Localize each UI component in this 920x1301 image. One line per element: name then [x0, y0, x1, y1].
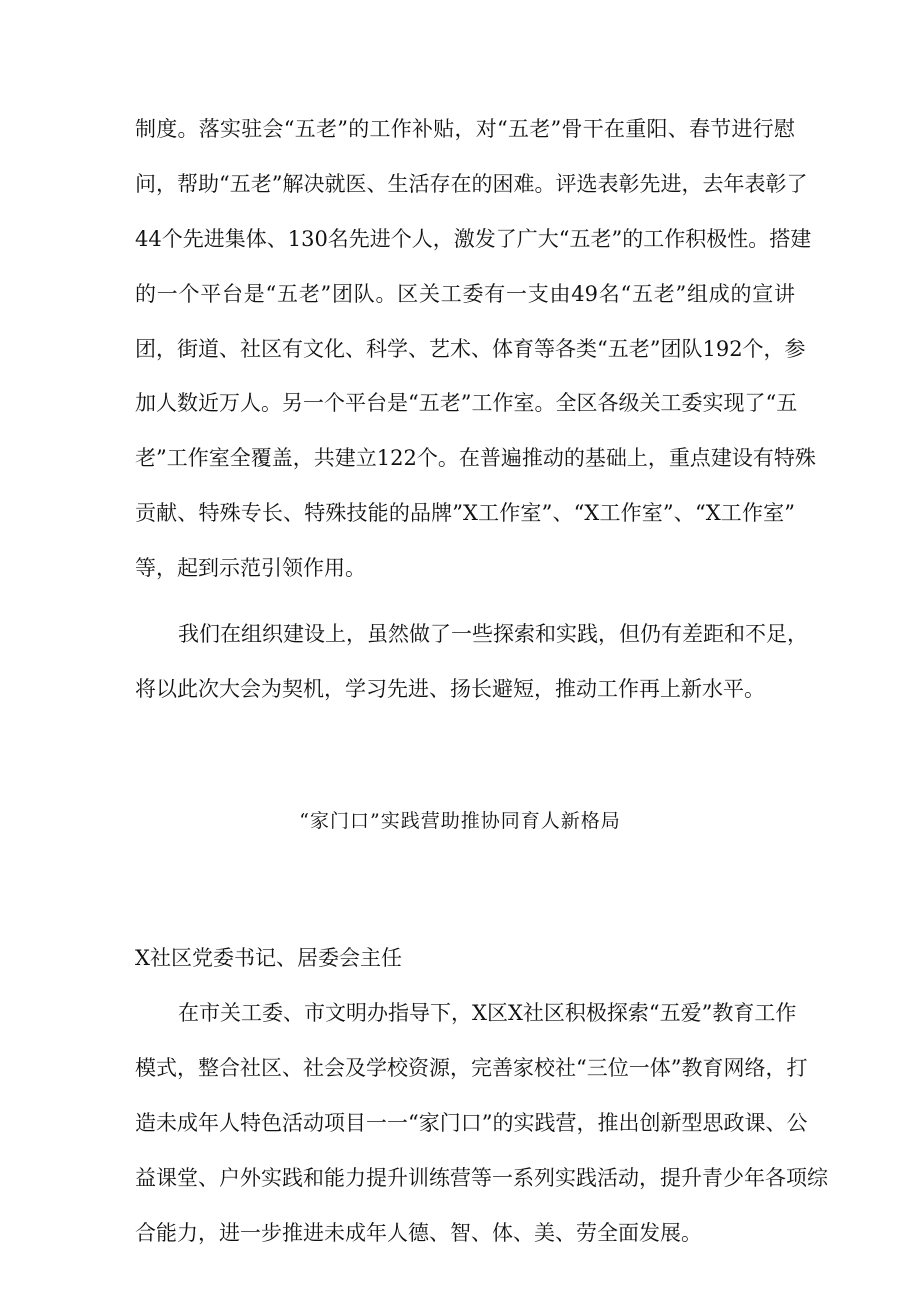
paragraph-line: 制度。落实驻会“五老”的工作补贴，对“五老”骨干在重阳、春节进行慰: [135, 117, 795, 141]
paragraph-line: 造未成年人特色活动项目一一“家门口”的实践营，推出创新型思政课、公: [135, 1111, 808, 1135]
author-line: X社区党委书记、居委会主任: [135, 946, 402, 970]
paragraph-line: 加人数近万人。另一个平台是“五老”工作室。全区各级关工委实现了“五: [135, 391, 798, 415]
paragraph-line: 在市关工委、市文明办指导下，X区X社区积极探索“五爱”教育工作: [178, 1001, 797, 1025]
paragraph-line: 等，起到示范引领作用。: [135, 556, 366, 580]
paragraph-line: 问，帮助“五老”解决就医、生活存在的困难。评选表彰先进，去年表彰了: [135, 172, 808, 196]
paragraph-line: 老”工作室全覆盖，共建立122个。在普遍推动的基础上，重点建设有特殊: [135, 446, 816, 470]
paragraph-line: 团，街道、社区有文化、科学、艺术、体育等各类“五老”团队192个，参: [135, 337, 806, 361]
paragraph-line: 合能力，进一步推进未成年人德、智、体、美、劳全面发展。: [135, 1221, 702, 1245]
section-title: “家门口”实践营助推协同育人新格局: [299, 810, 621, 832]
paragraph-line: 将以此次大会为契机，学习先进、扬长避短，推动工作再上新水平。: [135, 677, 765, 701]
paragraph-line: 益课堂、户外实践和能力提升训练营等一系列实践活动，提升青少年各项综: [135, 1166, 828, 1190]
paragraph-line: 的一个平台是“五老”团队。区关工委有一支由49名“五老”组成的宣讲: [135, 282, 795, 306]
paragraph-line: 44个先进集体、130名先进个人，激发了广大“五老”的工作积极性。搭建: [135, 227, 812, 251]
paragraph-line: 贡献、特殊专长、特殊技能的品牌”X工作室”、“X工作室”、“X工作室”: [135, 501, 795, 525]
paragraph-line: 模式，整合社区、社会及学校资源，完善家校社“三位一体”教育网络，打: [135, 1056, 808, 1080]
paragraph-line: 我们在组织建设上，虽然做了一些探索和实践，但仍有差距和不足，: [178, 622, 808, 646]
